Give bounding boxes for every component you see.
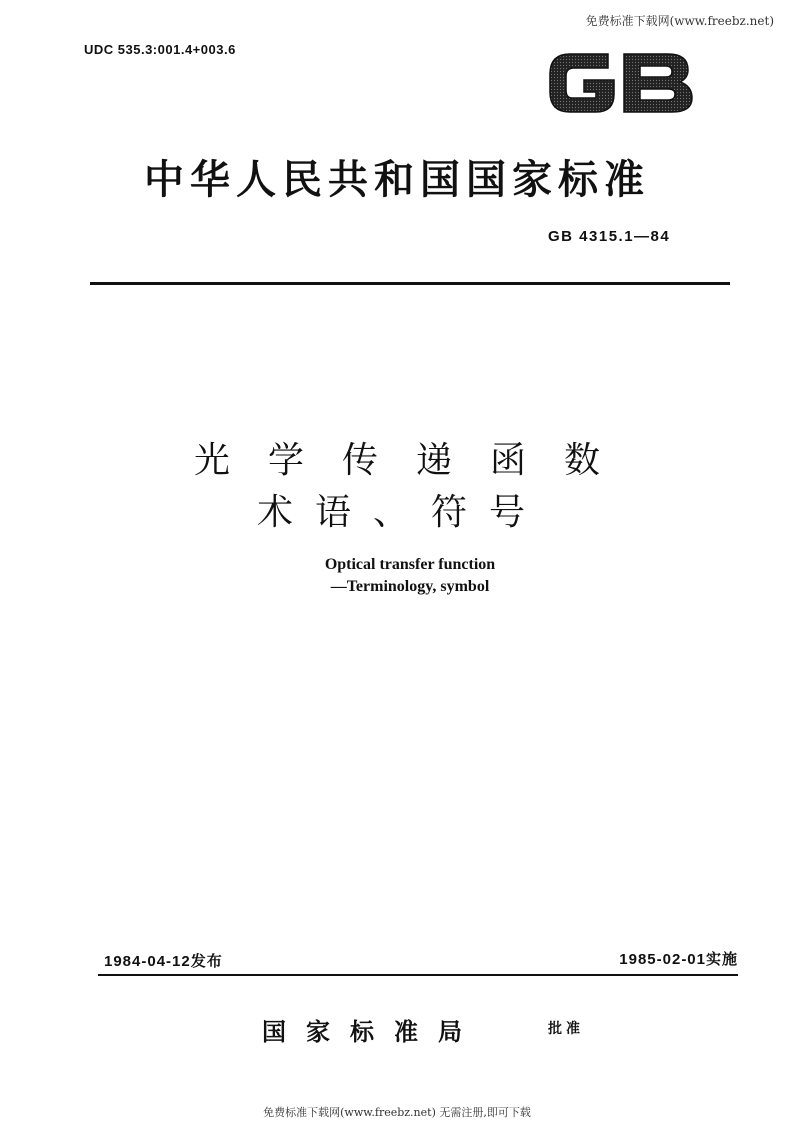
- title-en-line2: —Terminology, symbol: [330, 578, 490, 595]
- main-title: 中华人民共和国国家标准: [144, 157, 650, 203]
- gb-logo: [544, 46, 696, 120]
- title-cn-line1: 光学传递函数: [193, 440, 638, 481]
- header-divider: [90, 282, 730, 285]
- footer-divider: [98, 974, 738, 976]
- gb-logo-graphic: [544, 46, 696, 120]
- approving-authority: 国家标准局: [262, 1018, 482, 1046]
- standard-number: GB 4315.1—84: [548, 228, 671, 245]
- implementation-date: 1985-02-01实施: [619, 951, 738, 968]
- approve-label: 批准: [548, 1021, 584, 1037]
- title-en-line1: Optical transfer function: [324, 556, 496, 573]
- udc-code: UDC 535.3:001.4+003.6: [84, 42, 236, 57]
- watermark-top: 免费标准下载网(www.freebz.net): [585, 14, 774, 28]
- watermark-bottom: 免费标准下载网(www.freebz.net) 无需注册,即可下载: [263, 1106, 531, 1119]
- title-cn-line2: 术语、符号: [256, 492, 547, 533]
- issue-date: 1984-04-12发布: [104, 953, 223, 970]
